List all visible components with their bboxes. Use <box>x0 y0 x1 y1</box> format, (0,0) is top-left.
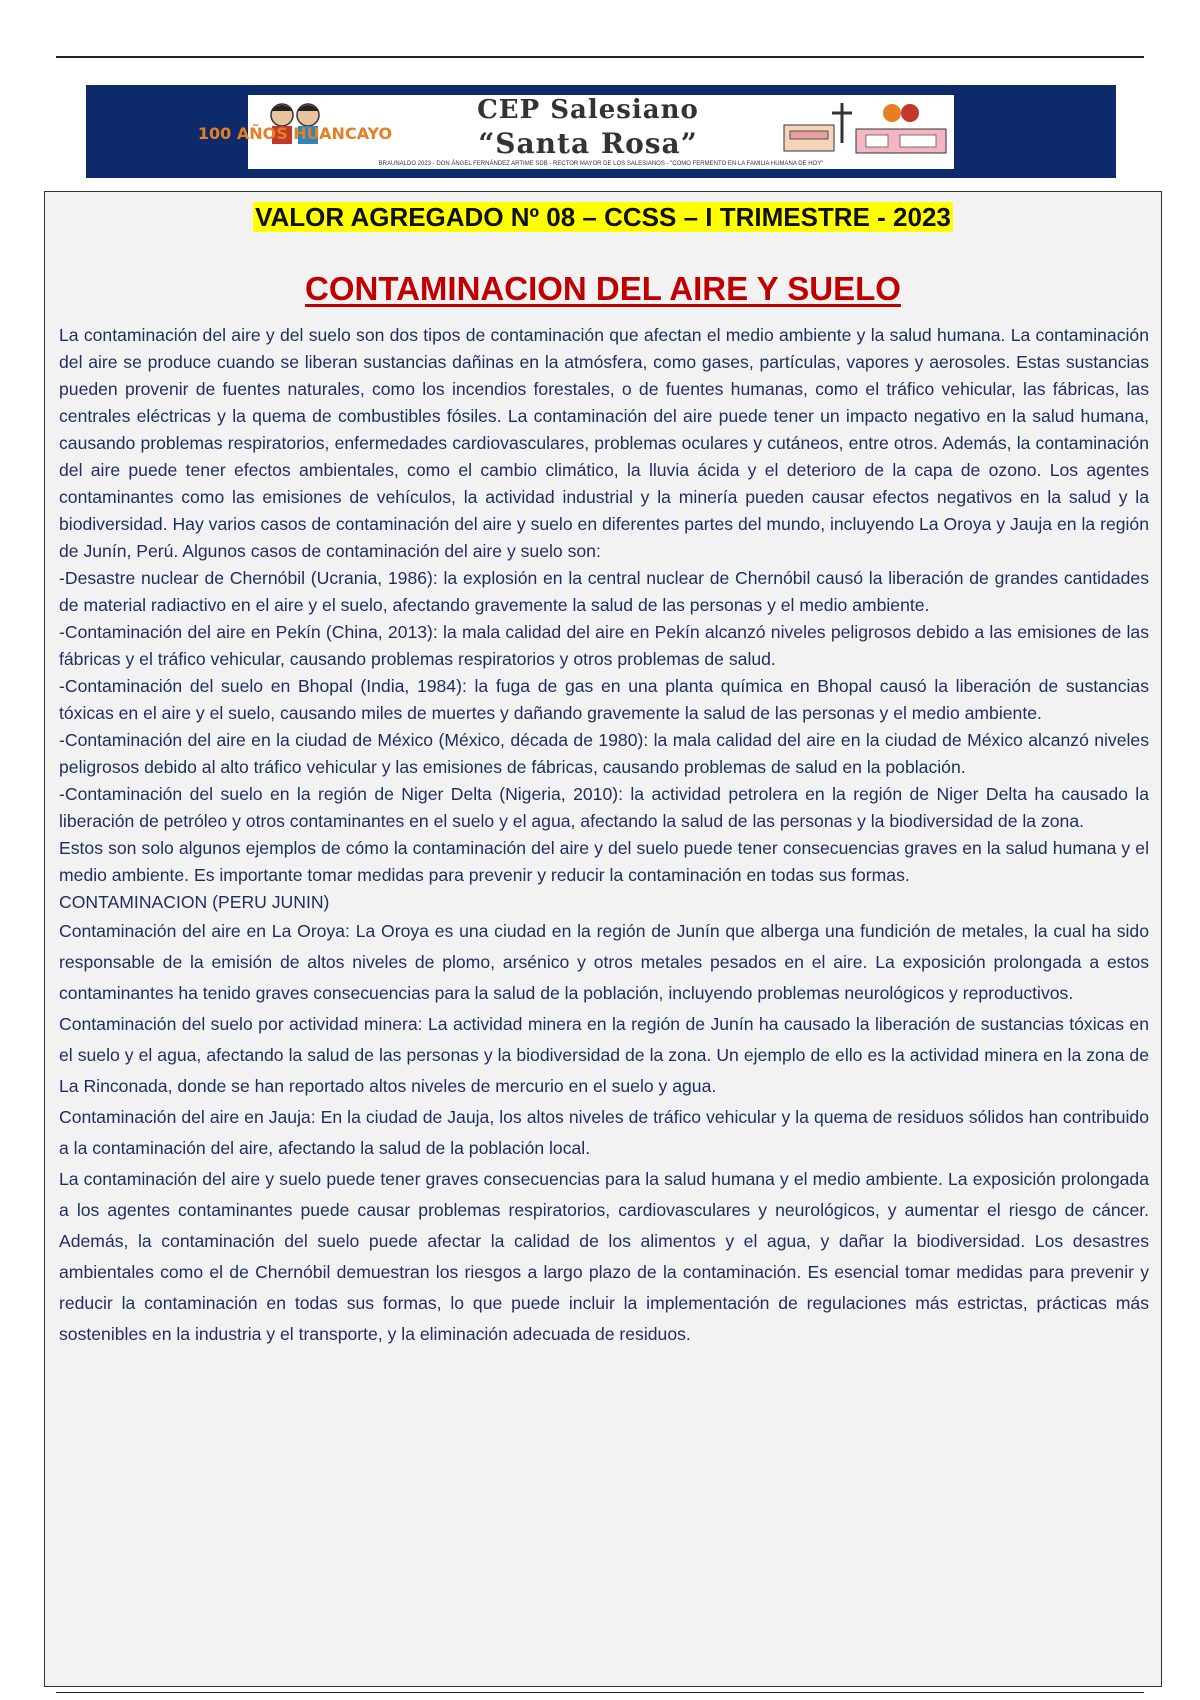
anniversary-logo-icon <box>197 99 393 157</box>
document-body <box>59 322 1149 1350</box>
top-rule <box>56 56 1144 58</box>
section-heading-peru-junin: CONTAMINACION (PERU JUNIN) <box>59 892 330 912</box>
paragraph-case-pekin: -Contaminación del aire en Pekín (China, 2013): la mala calidad del aire en Pekín alcanzó niveles peligrosos debido a las emisiones de las fábricas y el tráfico vehicular, causando problemas respiratorios y otros problemas de salud. <box>59 622 1149 669</box>
paragraph-jauja: Contaminación del aire en Jauja: En la ciudad de Jauja, los altos niveles de tráfico vehicular y la quema de residuos sólidos han contribuido a la contaminación del aire, afectando la salud de la población local. <box>59 1107 1149 1158</box>
document-title: CONTAMINACION DEL AIRE Y SUELO <box>305 270 901 307</box>
paragraph-case-chernobil: -Desastre nuclear de Chernóbil (Ucrania, 1986): la explosión en la central nuclear de Chernóbil causó la liberación de grandes cantidades de material radiactivo en el aire y el suelo, afectando gravemente la salud de las personas y el medio ambiente. <box>59 568 1149 615</box>
paragraph-intro: La contaminación del aire y del suelo son dos tipos de contaminación que afectan el medio ambiente y la salud humana. La contaminación del aire se produce cuando se liberan sustancias dañinas en la atmósfera, como gases, partículas, vapores y aerosoles. Estas sustancias pueden provenir de fuentes naturales, como los incendios forestales, o de fuentes humanas, como el tráfico vehicular, las fábricas, las centrales eléctricas y la quema de combustibles fósiles. La contaminación del aire puede tener un impacto negativo en la salud humana, causando problemas respiratorios, enfermedades cardiovasculares, problemas oculares y cutáneos, entre otros. Además, la contaminación del aire puede tener efectos ambientales, como el cambio climático, la lluvia ácida y el deterioro de la capa de ozono. Los agentes contaminantes como las emisiones de vehículos, la actividad industrial y la minería pueden causar efectos negativos en la salud y la biodiversidad. Hay varios casos de contaminación del aire y suelo en diferentes partes del mundo, incluyendo La Oroya y Jauja en la región de Junín, Perú. Algunos casos de contaminación del aire y suelo son: <box>59 325 1149 561</box>
school-name-line2: “Santa Rosa” <box>478 127 698 160</box>
banner-motto-strip: BRAUNALDO 2023 - DON ÁNGEL FERNÁNDEZ ARTIME SDB - RECTOR MAYOR DE LOS SALESIANOS - "COMO FERMENTO EN LA FAMILIA HUMANA DE HOY" <box>378 161 824 167</box>
bottom-rule <box>56 1692 1144 1693</box>
school-banner-image <box>197 95 954 169</box>
valor-label: VALOR AGREGADO Nº 08 – CCSS – I TRIMESTRE - 2023 <box>255 202 951 232</box>
school-name-line1: CEP Salesiano <box>477 95 699 125</box>
church-illustration-icon <box>780 99 950 157</box>
paragraph-case-bhopal: -Contaminación del suelo en Bhopal (India, 1984): la fuga de gas en una planta química en Bhopal causó la liberación de sustancias tóxicas en el aire y el suelo, causando miles de muertes y dañando gravemente la salud de las personas y el medio ambiente. <box>59 676 1149 723</box>
logo-text: 100 AÑOS HUANCAYO <box>197 124 393 143</box>
valor-heading <box>45 202 1161 233</box>
paragraph-mineria: Contaminación del suelo por actividad minera: La actividad minera en la región de Junín ha causado la liberación de sustancias tóxicas en el suelo y el agua, afectando la salud de las personas y la biodiversidad de la zona. Un ejemplo de ello es la actividad minera en la zona de La Rinconada, donde se han reportado altos niveles de mercurio en el suelo y agua. <box>59 1014 1149 1096</box>
paragraph-case-mexico: -Contaminación del aire en la ciudad de México (México, década de 1980): la mala calidad del aire en la ciudad de México alcanzó niveles peligrosos debido al alto tráfico vehicular y las emisiones de fábricas, causando problemas de salud en la población. <box>59 730 1149 777</box>
document-content-box <box>44 191 1162 1687</box>
paragraph-conclusion: La contaminación del aire y suelo puede tener graves consecuencias para la salud humana y el medio ambiente. La exposición prolongada a los agentes contaminantes puede causar problemas respiratorios, cardiovasculares y neurológicos, y aumentar el riesgo de cáncer. Además, la contaminación del suelo puede afectar la calidad de los alimentos y el agua, y dañar la biodiversidad. Los desastres ambientales como el de Chernóbil demuestran los riesgos a largo plazo de la contaminación. Es esencial tomar medidas para prevenir y reducir la contaminación en todas sus formas, lo que puede incluir la implementación de regulaciones más estrictas, prácticas más sostenibles en la industria y el transporte, y la eliminación adecuada de residuos. <box>59 1169 1149 1344</box>
paragraph-la-oroya: Contaminación del aire en La Oroya: La Oroya es una ciudad en la región de Junín que alberga una fundición de metales, la cual ha sido responsable de la emisión de altos niveles de plomo, arsénico y otros metales pesados en el aire. La exposición prolongada a estos contaminantes ha tenido graves consecuencias para la salud de la población, incluyendo problemas neurológicos y reproductivos. <box>59 921 1149 1003</box>
header-banner <box>86 85 1116 178</box>
paragraph-case-niger-delta: -Contaminación del suelo en la región de Niger Delta (Nigeria, 2010): la actividad petrolera en la región de Niger Delta ha causado la liberación de petróleo y otros contaminantes en el suelo y el agua, afectando la salud de las personas y la biodiversidad de la zona. <box>59 784 1149 831</box>
paragraph-summary: Estos son solo algunos ejemplos de cómo la contaminación del aire y del suelo puede tener consecuencias graves en la salud humana y el medio ambiente. Es importante tomar medidas para prevenir y reducir la contaminación en todas sus formas. <box>59 838 1149 885</box>
